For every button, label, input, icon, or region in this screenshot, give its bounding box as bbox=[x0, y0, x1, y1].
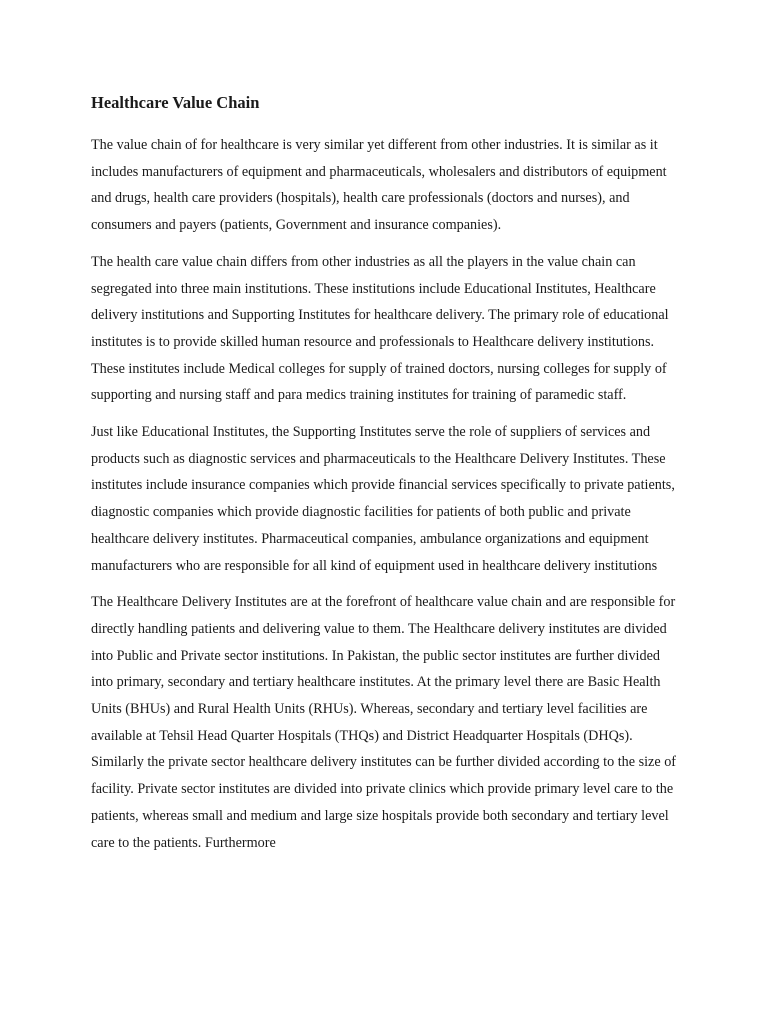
paragraph-supporting-institutes: Just like Educational Institutes, the Supporting Institutes serve the role of suppliers of services and products such as diagnostic services and pharmaceuticals to the Healthcare Delivery Institutes. These institutes include insurance companies which provide financial services specifically to private patients, diagnostic companies which provide diagnostic facilities for patients of both public and private healthcare delivery institutes. Pharmaceutical companies, ambulance organizations and equipment manufacturers who are responsible for all kind of equipment used in healthcare delivery institutions bbox=[91, 424, 675, 574]
document-body bbox=[91, 92, 683, 866]
document-title: Healthcare Value Chain bbox=[91, 93, 260, 112]
paragraph-overview: The value chain of for healthcare is very similar yet different from other industries. It is similar as it includes manufacturers of equipment and pharmaceuticals, wholesalers and distributors of equipment and drugs, health care providers (hospitals), health care professionals (doctors and nurses), and consumers and payers (patients, Government and insurance companies). bbox=[91, 137, 667, 234]
paragraph-institutions: The health care value chain differs from other industries as all the players in the value chain can segregated into three main institutions. These institutions include Educational Institutes, Healthcare delivery institutions and Supporting Institutes for healthcare delivery. The primary role of educational institutes is to provide skilled human resource and professionals to Healthcare delivery institutions. These institutes include Medical colleges for supply of trained doctors, nursing colleges for supply of supporting and nursing staff and para medics training institutes for training of paramedic staff. bbox=[91, 253, 669, 404]
paragraph-delivery-institutes: The Healthcare Delivery Institutes are at the forefront of healthcare value chain and are responsible for directly handling patients and delivering value to them. The Healthcare delivery institutes are divided into Public and Private sector institutions. In Pakistan, the public sector institutes are further divided into primary, secondary and tertiary healthcare institutes. At the primary level there are Basic Health Units (BHUs) and Rural Health Units (RHUs). Whereas, secondary and tertiary level facilities are available at Tehsil Head Quarter Hospitals (THQs) and District Headquarter Hospitals (DHQs). Similarly the private sector healthcare delivery institutes can be further divided according to the size of facility. Private sector institutes are divided into private clinics which provide primary level care to the patients, whereas small and medium and large size hospitals provide both secondary and tertiary level care to the patients. Furthermore bbox=[91, 594, 677, 851]
